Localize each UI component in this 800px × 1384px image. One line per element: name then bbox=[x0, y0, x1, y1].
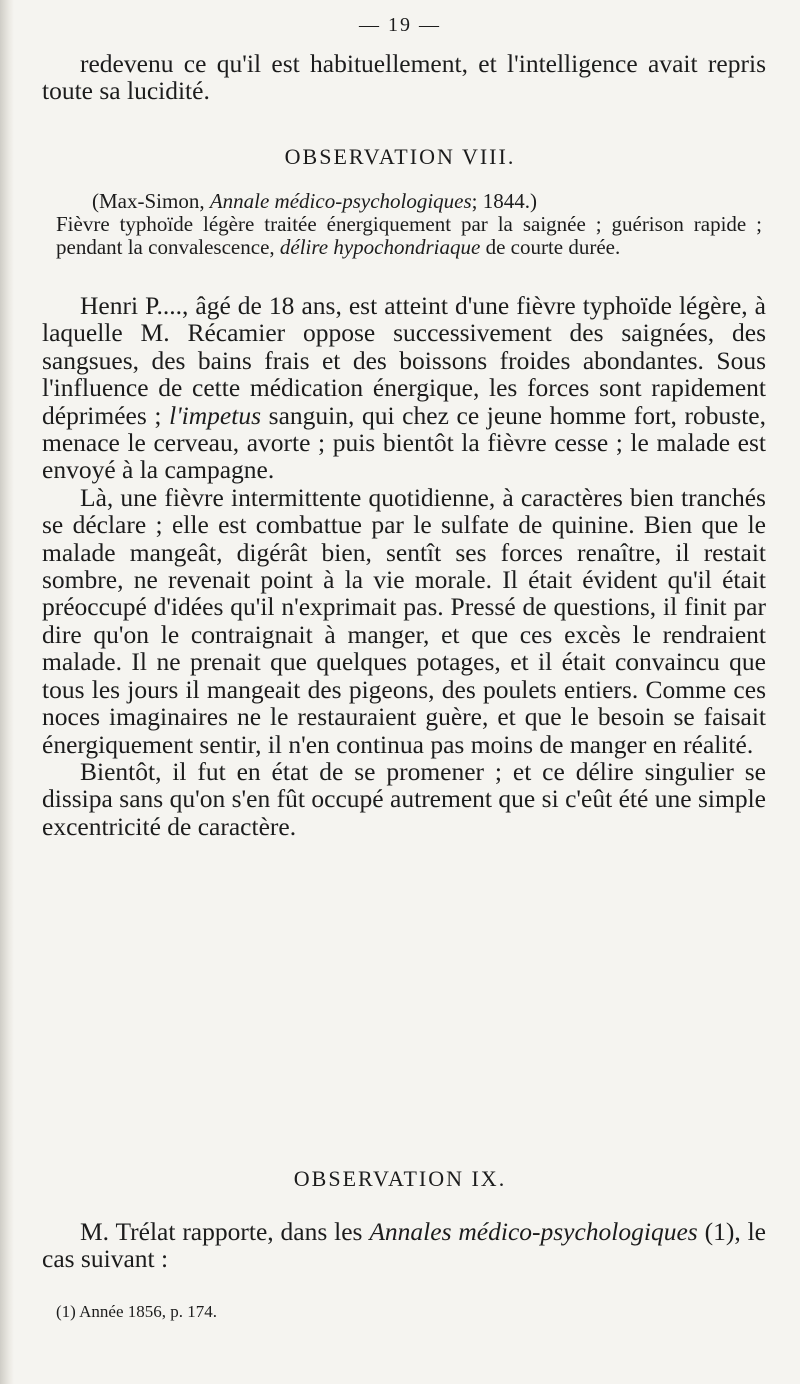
observation-8-paragraph-1: Henri P...., âgé de 18 ans, est atteint d'une fièvre typhoïde légère, à laquelle M. Récamier oppose successivement des saignées, des sangsues, des bains frais et des boissons froides abondantes. Sous l'influence de cette médication énergique, les forces sont rapidement déprimées ; l'impetus sanguin, qui chez ce jeune homme fort, robuste, menace le cerveau, avorte ; puis bientôt la fièvre cesse ; le malade est envoyé à la campagne. bbox=[42, 291, 766, 485]
observation-8-summary: Fièvre typhoïde légère traitée énergiquement par la saignée ; guérison rapide ; pendant la convalescence, délire hypochondriaque de courte durée. bbox=[56, 212, 762, 259]
intro-paragraph-block bbox=[42, 50, 766, 105]
observation-8-body bbox=[42, 292, 766, 840]
observation-9-body bbox=[42, 1218, 766, 1273]
intro-paragraph: redevenu ce qu'il est habituellement, et l'intelligence avait repris toute sa lucidité. bbox=[42, 49, 766, 106]
observation-9-paragraph: M. Trélat rapporte, dans les Annales médico-psychologiques (1), le cas suivant : bbox=[42, 1217, 766, 1274]
observation-9-title: OBSERVATION IX. bbox=[293, 1166, 507, 1191]
observation-8-paragraph-3: Bientôt, il fut en état de se promener ; et ce délire singulier se dissipa sans qu'on s'en fût occupé autrement que si c'eût été une simple excentricité de caractère. bbox=[42, 756, 766, 841]
page-number: — 19 — bbox=[359, 14, 441, 36]
observation-8-paragraph-2: Là, une fièvre intermittente quotidienne, à caractères bien tranchés se déclare ; elle est combattue par le sulfate de quinine. Bien que le malade mangeât, digérât bien, sentît ses forces renaître, il restait sombre, ne revenait point à la vie morale. Il était évident qu'il était préoccupé d'idées qu'il n'exprimait pas. Pressé de questions, il finit par dire qu'on le contraignait à manger, et que ces excès le rendraient malade. Il ne prenait que quelques potages, et il était convaincu que tous les jours il mangeait des pigeons, des poulets entiers. Comme ces noces imaginaires ne le restauraient guère, et que le besoin se faisait énergiquement sentir, il n'en continua pas moins de manger en réalité. bbox=[42, 482, 766, 759]
observation-8-title: OBSERVATION VIII. bbox=[284, 144, 516, 169]
footnote: (1) Année 1856, p. 174. bbox=[56, 1302, 218, 1321]
observation-8-source-block bbox=[56, 190, 762, 259]
observation-8-citation: (Max-Simon, Annale médico-psychologiques; 1844.) bbox=[92, 189, 537, 213]
